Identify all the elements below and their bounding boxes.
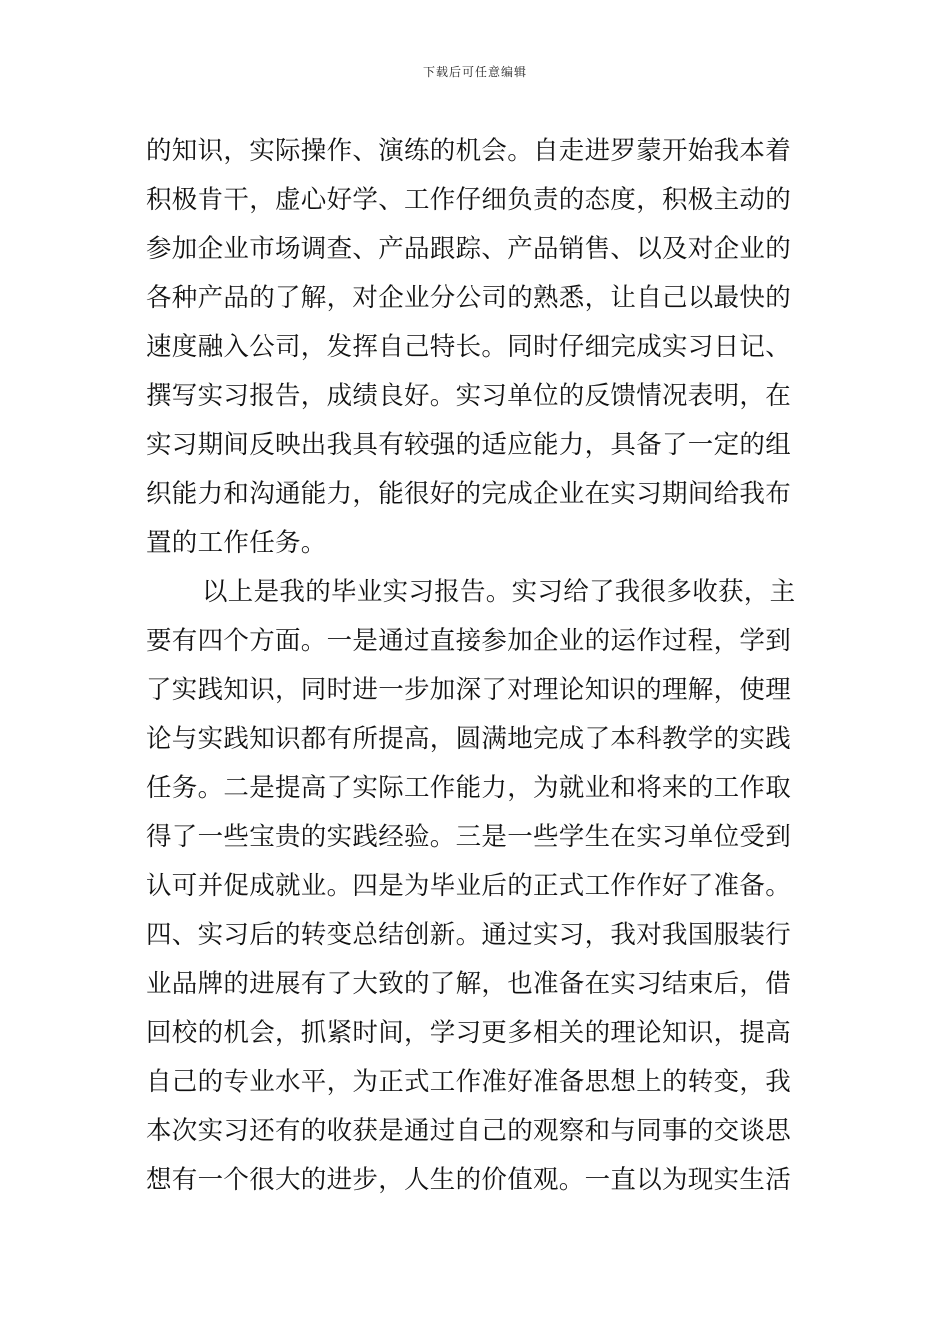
text-line: 自己的专业水平，为正式工作准好准备思想上的转变，我 bbox=[146, 1067, 792, 1097]
text-line: 各种产品的了解，对企业分公司的熟悉，让自己以最快的 bbox=[146, 283, 792, 313]
paragraph-start-line: 以上是我的毕业实习报告。实习给了我很多收获，主 bbox=[202, 577, 796, 607]
text-line: 业品牌的进展有了大致的了解，也准备在实习结束后，借 bbox=[146, 969, 792, 999]
text-line: 论与实践知识都有所提高，圆满地完成了本科教学的实践 bbox=[146, 724, 792, 754]
text-line: 撰写实习报告，成绩良好。实习单位的反馈情况表明，在 bbox=[146, 381, 792, 411]
document-body bbox=[146, 127, 810, 1205]
text-line: 实习期间反映出我具有较强的适应能力，具备了一定的组 bbox=[146, 430, 792, 460]
text-line: 得了一些宝贵的实践经验。三是一些学生在实习单位受到 bbox=[146, 822, 792, 852]
section-heading-line: 四、实习后的转变总结创新。通过实习，我对我国服装行 bbox=[146, 920, 792, 950]
text-line: 本次实习还有的收获是通过自己的观察和与同事的交谈思 bbox=[146, 1116, 792, 1146]
text-line: 要有四个方面。一是通过直接参加企业的运作过程，学到 bbox=[146, 626, 792, 656]
header-note: 下载后可任意编辑 bbox=[422, 65, 527, 79]
text-line: 想有一个很大的进步，人生的价值观。一直以为现实生活 bbox=[146, 1165, 792, 1195]
text-line: 回校的机会，抓紧时间，学习更多相关的理论知识，提高 bbox=[146, 1018, 792, 1048]
text-line: 的知识，实际操作、演练的机会。自走进罗蒙开始我本着 bbox=[146, 136, 792, 166]
text-line: 积极肯干，虚心好学、工作仔细负责的态度，积极主动的 bbox=[146, 185, 792, 215]
text-line: 任务。二是提高了实际工作能力，为就业和将来的工作取 bbox=[146, 773, 792, 803]
text-line: 认可并促成就业。四是为毕业后的正式工作作好了准备。 bbox=[146, 871, 792, 901]
text-line: 织能力和沟通能力，能很好的完成企业在实习期间给我布 bbox=[146, 479, 792, 509]
text-line: 了实践知识，同时进一步加深了对理论知识的理解，使理 bbox=[146, 675, 792, 705]
text-line: 速度融入公司，发挥自己特长。同时仔细完成实习日记、 bbox=[146, 332, 792, 362]
text-line: 置的工作任务。 bbox=[146, 528, 327, 558]
text-line: 参加企业市场调查、产品跟踪、产品销售、以及对企业的 bbox=[146, 234, 792, 264]
